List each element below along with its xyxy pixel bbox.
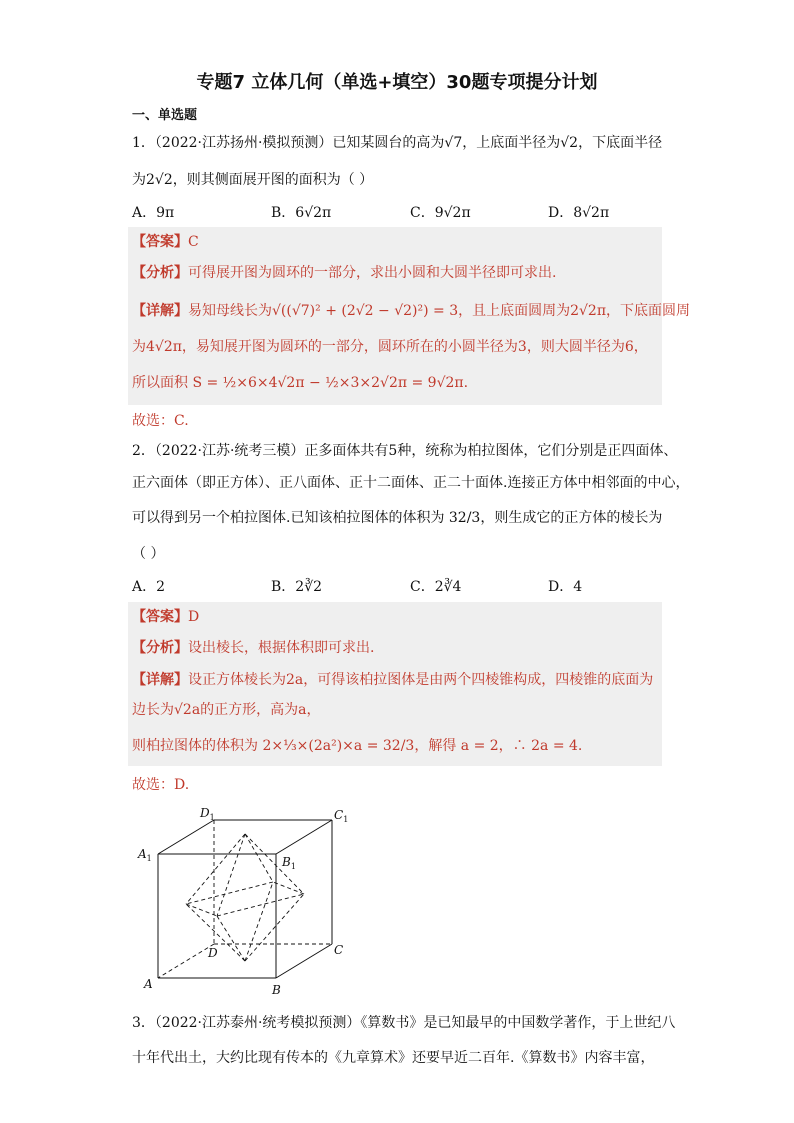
analysis-tag: 【分析】 xyxy=(132,265,188,281)
q1-option-c: C．9√2π xyxy=(410,205,471,221)
q2-option-b: B．2∛2 xyxy=(271,579,323,595)
q1-option-d: D．8√2π xyxy=(548,205,610,221)
label-d: D xyxy=(208,946,218,960)
q2-detail-line2: 边长为√2a的正方形，高为a， xyxy=(132,702,321,718)
q1-solution-box xyxy=(128,227,691,405)
detail-tag: 【详解】 xyxy=(132,672,188,688)
answer-tag: 【答案】 xyxy=(132,234,188,250)
answer-tag: 【答案】 xyxy=(132,609,188,625)
q2-answer-line xyxy=(132,607,199,627)
cube-octahedron-figure xyxy=(136,804,356,1000)
q1-option-b: B．6√2π xyxy=(271,205,332,221)
edge-b-c xyxy=(276,944,332,978)
q2-detail1: 设正方体棱长为2a，可得该柏拉图体是由两个四棱锥构成，四棱锥的底面为 xyxy=(188,672,654,688)
q1-stem-line1: 1．（2022·江苏扬州·模拟预测）已知某圆台的高为√7，上底面半径为√2，下底面半径 xyxy=(132,135,663,151)
q2-stem-line4: （ ） xyxy=(132,546,165,562)
label-a1: $A_1$ xyxy=(138,847,152,863)
q2-option-a: A．2 xyxy=(132,579,166,595)
page-title: 专题7 立体几何（单选+填空）30题专项提分计划 xyxy=(196,72,598,93)
q2-options xyxy=(132,576,662,596)
label-b1: $B_1$ xyxy=(282,855,296,871)
q2-stem-line1: 2．（2022·江苏·统考三模）正多面体共有5种，统称为柏拉图体，它们分别是正四面体、 xyxy=(132,443,678,459)
q2-stem-line3: 可以得到另一个柏拉图体.已知该柏拉图体的体积为 32/3，则生成它的正方体的棱长为 xyxy=(132,510,663,526)
analysis-tag: 【分析】 xyxy=(132,640,188,656)
q1-detail-line2: 为4√2π，易知展开图为圆环的一部分，圆环所在的小圆半径为3，则大圆半径为6， xyxy=(132,339,648,355)
q1-options xyxy=(132,202,662,222)
q1-detail1: 易知母线长为√((√7)² + (2√2 − √2)²) = 3，且上底面圆周为2√2π，下底面圆周 xyxy=(188,303,691,319)
label-c: C xyxy=(334,943,344,957)
edge-a1-d1 xyxy=(158,820,214,854)
q2-analysis: 设出棱长，根据体积即可求出. xyxy=(188,640,375,656)
octa-edge xyxy=(245,894,304,961)
q3-stem-line2: 十年代出土，大约比现有传本的《九章算术》还要早近二百年.《算数书》内容丰富， xyxy=(132,1050,655,1066)
q2-answer: D xyxy=(188,609,200,625)
octa-edge xyxy=(186,834,245,904)
label-b: B xyxy=(272,983,281,997)
q1-option-a: A．9π xyxy=(132,205,175,221)
label-a: A xyxy=(144,977,153,991)
q1-detail-line3: 所以面积 S = ½×6×4√2π − ½×3×2√2π = 9√2π. xyxy=(132,375,469,391)
label-c1: $C_1$ xyxy=(334,808,349,824)
label-d1: $D_1$ xyxy=(200,806,215,822)
edge-b1-c1 xyxy=(276,820,332,854)
octa-edge xyxy=(186,904,217,916)
octa-edge xyxy=(245,834,273,882)
section-heading: 一、单选题 xyxy=(132,108,198,123)
octa-edge xyxy=(245,882,273,961)
octa-edge xyxy=(186,882,273,904)
q2-detail-line3: 则柏拉图体的体积为 2×⅓×(2a²)×a = 32/3，解得 a = 2，∴ 2a = 4. xyxy=(132,738,583,754)
q1-analysis-line xyxy=(132,263,556,283)
detail-tag: 【详解】 xyxy=(132,303,188,319)
q1-answer: C xyxy=(188,234,199,250)
q1-stem-line2: 为2√2，则其侧面展开图的面积为（ ） xyxy=(132,172,374,188)
q2-solution-box xyxy=(128,602,662,766)
q2-stem-line2: 正六面体（即正方体）、正八面体、正十二面体、正二十面体.连接正方体中相邻面的中心， xyxy=(132,475,690,491)
edge-d-a xyxy=(158,944,214,978)
q2-choice: 故选：D. xyxy=(132,777,190,793)
q2-option-c: C．2∛4 xyxy=(410,579,462,595)
octa-edge xyxy=(273,882,304,894)
octa-edge xyxy=(217,834,245,916)
q2-detail-line1 xyxy=(132,670,653,690)
q1-choice: 故选：C. xyxy=(132,413,189,429)
q2-option-d: D．4 xyxy=(548,579,583,595)
octa-edge xyxy=(217,894,304,916)
q1-answer-line xyxy=(132,232,199,252)
q2-analysis-line xyxy=(132,638,374,658)
octa-edge xyxy=(217,916,245,961)
q3-stem-line1: 3．（2022·江苏泰州·统考模拟预测）《算数书》是已知最早的中国数学著作，于上世纪八 xyxy=(132,1015,676,1031)
q1-analysis: 可得展开图为圆环的一部分，求出小圆和大圆半径即可求出. xyxy=(188,265,557,281)
q1-detail-line1 xyxy=(132,301,690,321)
